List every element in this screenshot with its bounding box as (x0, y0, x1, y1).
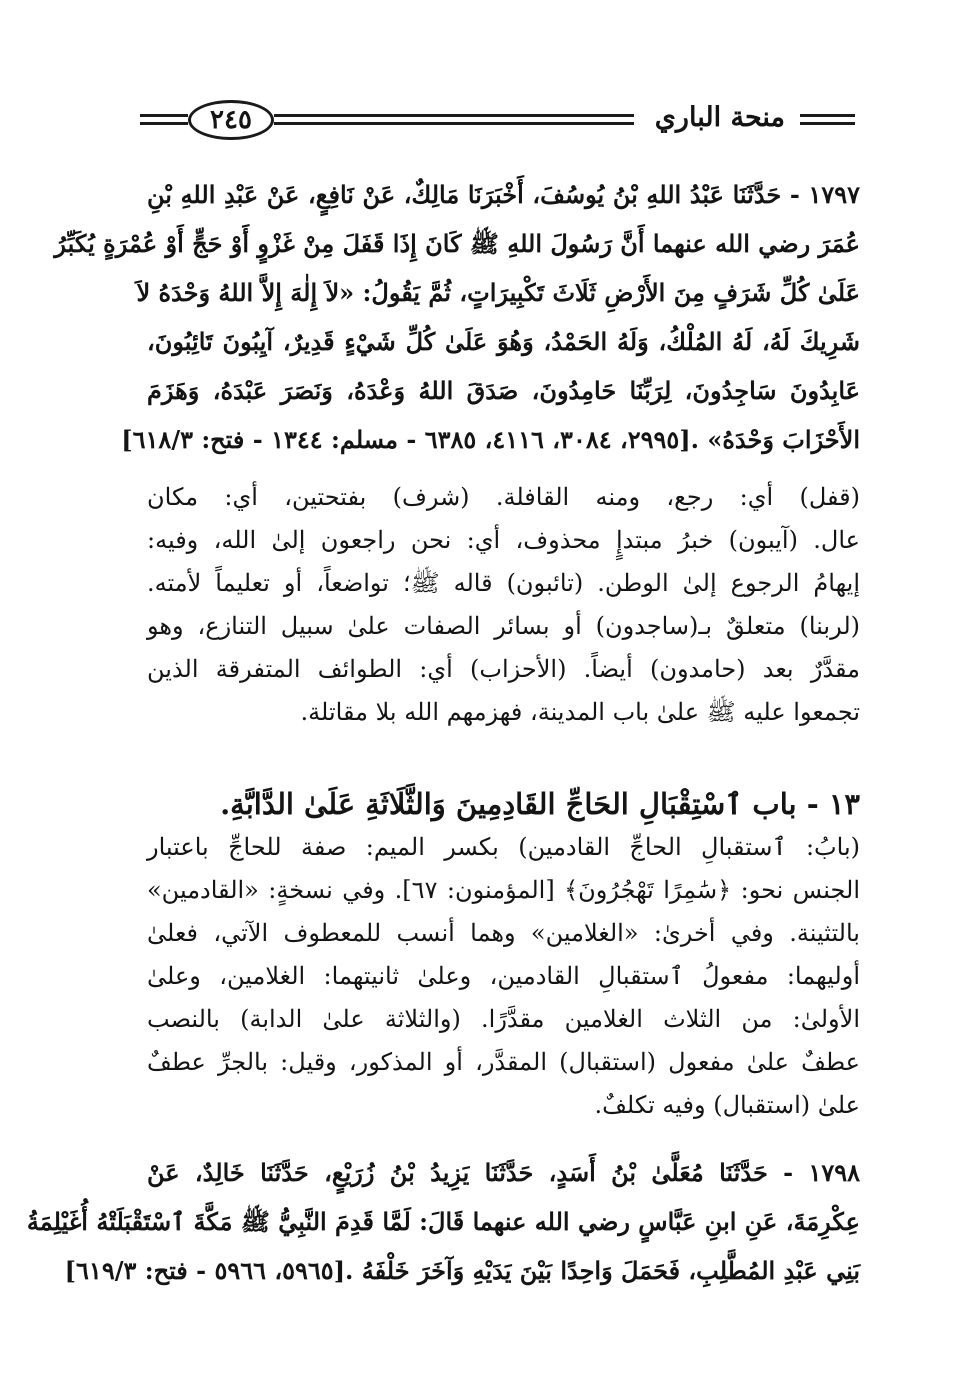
commentary-line: أوليهما: مفعولُ ٱستقبالِ القادمين، وعلىٰ ثانيتهما: الغلامين، وعلىٰ (147, 962, 860, 990)
hadith-1797-line: عَابِدُونَ سَاجِدُونَ، لِرَبِّنَا حَامِدُونَ، صَدَقَ اللهُ وَعْدَهُ، وَنَصَرَ عَبْدَهُ، وَهَزَمَ (147, 376, 860, 405)
commentary-line: علىٰ (استقبال) وفيه تكلفٌ. (594, 1091, 860, 1119)
hadith-1797 (54, 170, 860, 464)
commentary-line: مقدَّرٌ بعد (حامدون) أيضاً. (الأحزاب) أي: الطوائف المتفرقة الذين (147, 655, 860, 683)
hadith-1798-line: عِكْرِمَةَ، عَنِ ابنِ عَبَّاسٍ رضي الله عنهما قَالَ: لَمَّا قَدِمَ النَّبِيُّ ﷺ مَكَّةَ ٱسْتَقْبَلَتْهُ أُغَيْلِمَةُ (26, 1207, 860, 1236)
commentary-line: عال. (آيبون) خبرُ مبتدإٍ محذوف، أي: نحن راجعون إلىٰ الله، وفيه: (147, 526, 860, 554)
commentary-line: تجمعوا عليه ﷺ علىٰ باب المدينة، فهزمهم الله بلا مقاتلة. (300, 698, 860, 726)
header-rule-right-bottom (800, 122, 855, 125)
commentary-line: (قفل) أي: رجع، ومنه القافلة. (شرف) بفتحتين، أي: مكان (147, 483, 860, 511)
hadith-1797-references: الأَحْزَابَ وَحْدَهُ» .[٢٩٩٥، ٣٠٨٤، ٤١١٦، ٦٣٨٥ - مسلم: ١٣٤٤ - فتح: ٦١٨/٣] (121, 425, 860, 454)
hadith-1798 (26, 1148, 860, 1295)
commentary-line: بالتثينة. وفي أخرىٰ: «الغلامين» وهما أنسب للمعطوف الآتي، فعلىٰ (147, 919, 860, 947)
hadith-1797-line: عُمَرَ رضي الله عنهما أَنَّ رَسُولَ اللهِ ﷺ كَانَ إِذَا قَفَلَ مِنْ غَزْوٍ أَوْ حَجٍّ أَوْ عُمْرَةٍ يُكَبِّرُ (54, 229, 860, 258)
page-header (140, 98, 855, 146)
commentary-chapter-13 (147, 826, 860, 1127)
commentary-line: الأولىٰ: من الثلاث الغلامين مقدَّرًا. (والثلاثة علىٰ الدابة) بالنصب (147, 1005, 860, 1033)
hadith-1798-line: ١٧٩٨ - حَدَّثَنَا مُعَلَّىٰ بْنُ أَسَدٍ، حَدَّثَنَا يَزِيدُ بْنُ زُرَيْعٍ، حَدَّثَنَا خَالِدٌ، عَنْ (147, 1158, 860, 1187)
header-rule-right-top (800, 114, 855, 117)
commentary-line: الجنس نحو: ﴿سَٰمِرًا تَهْجُرُونَ﴾ [المؤمنون: ٦٧]. وفي نسخةٍ: «القادمين» (147, 876, 860, 904)
running-title: منحة الباري (654, 102, 785, 133)
commentary-line: (بابُ: ٱستقبالِ الحاجِّ القادمين) بكسر الميم: صفة للحاجِّ باعتبار (147, 833, 860, 861)
header-rule-left-bottom (140, 122, 188, 125)
commentary-1797 (147, 476, 860, 734)
hadith-1797-line: ١٧٩٧ - حَدَّثَنَا عَبْدُ اللهِ بْنُ يُوسُفَ، أَخْبَرَنَا مَالِكٌ، عَنْ نَافِعٍ، عَنْ عَبْدِ اللهِ بْنِ (147, 180, 860, 209)
header-rule-left-top (140, 114, 188, 117)
hadith-1798-references: بَنِي عَبْدِ المُطَّلِبِ، فَحَمَلَ وَاحِدًا بَيْنَ يَدَيْهِ وَآخَرَ خَلْفَهُ .[٥٩٦٥، ٥٩٦٦ - فتح: ٦١٩/٣] (64, 1256, 860, 1285)
page-number: ٢٤٥ (188, 100, 274, 140)
hadith-1797-line: عَلَىٰ كُلِّ شَرَفٍ مِنَ الأَرْضِ ثَلَاثَ تَكْبِيرَاتٍ، ثُمَّ يَقُولُ: «لاَ إِلٰهَ إِلاَّ اللهُ وَحْدَهُ لاَ (136, 278, 860, 307)
commentary-line: إيهامُ الرجوع إلىٰ الوطن. (تائبون) قاله ﷺ؛ تواضعاً، أو تعليماً لأمته. (147, 569, 860, 597)
chapter-heading: ١٣ - باب ٱسْتِقْبَالِ الحَاجِّ القَادِمِينَ وَالثَّلَاثَةِ عَلَىٰ الدَّابَّةِ. (220, 787, 860, 821)
header-rule-mid-top (274, 114, 634, 117)
commentary-line: عطفٌ علىٰ مفعول (استقبال) المقدَّر، أو المذكور، وقيل: بالجرِّ عطفٌ (147, 1048, 861, 1076)
hadith-1797-line: شَرِيكَ لَهُ، لَهُ المُلْكُ، وَلَهُ الحَمْدُ، وَهُوَ عَلَىٰ كُلِّ شَيْءٍ قَدِيرٌ، آيِبُونَ تَائِبُونَ، (147, 327, 860, 356)
header-rule-mid-bottom (274, 122, 634, 125)
commentary-line: (لربنا) متعلقٌ بـ(ساجدون) أو بسائر الصفات علىٰ سبيل التنازع، وهو (147, 612, 861, 640)
